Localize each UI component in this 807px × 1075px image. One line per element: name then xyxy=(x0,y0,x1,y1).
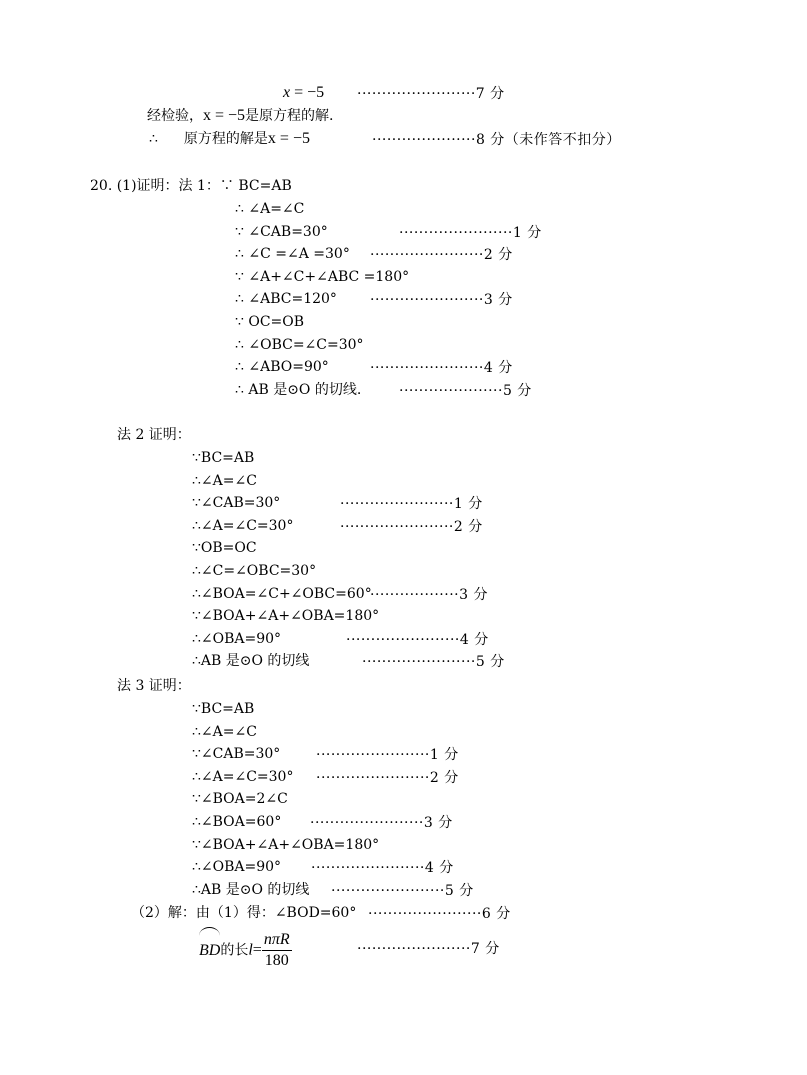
method1-step-1: ∴ ∠A=∠C xyxy=(235,201,305,217)
method2-step-4: ∴∠A=∠C=30° xyxy=(192,517,294,534)
method2-score-4: ·······················2 分 xyxy=(340,518,483,535)
method3-score-6: ·······················3 分 xyxy=(310,815,453,831)
method2-score-3: ·······················1 分 xyxy=(340,496,483,513)
method3-score-8: ·······················4 分 xyxy=(311,860,454,877)
l-variable: l xyxy=(248,941,253,959)
method2-step-3: ∵∠CAB=30° xyxy=(192,495,281,512)
method3-step-3: ∵∠CAB=30° xyxy=(192,746,281,763)
equation-x-minus-5: x = −5 xyxy=(283,84,325,101)
method2-step-9: ∴∠OBA=90° xyxy=(192,630,282,647)
method1-step-5: ∴ ∠ABC=120° xyxy=(235,291,337,308)
method2-step-8: ∵∠BOA+∠A+∠OBA=180° xyxy=(192,608,380,625)
check-line xyxy=(147,107,334,125)
score-7b: ·······················7 分 xyxy=(357,941,500,957)
method1-step-3: ∴ ∠C =∠A =30° xyxy=(235,246,350,263)
method3-score-3: ·······················1 分 xyxy=(316,747,459,764)
method3-step-6: ∴∠BOA=60° xyxy=(192,814,282,830)
method1-step-7: ∴ ∠OBC=∠C=30° xyxy=(235,336,364,353)
method3-step-7: ∵∠BOA+∠A+∠OBA=180° xyxy=(192,836,380,853)
q20-header: 20. (1)证明：法 1：∵ BC=AB xyxy=(90,178,292,194)
method3-step-8: ∴∠OBA=90° xyxy=(192,859,282,876)
arc-bd: BD xyxy=(199,931,220,971)
method2-label: 法 2 证明： xyxy=(117,427,191,443)
check-equation: x = −5 xyxy=(203,107,246,124)
method3-step-9: ∴AB 是⊙O 的切线 xyxy=(192,881,310,898)
method1-step-9: ∴ AB 是⊙O 的切线. xyxy=(235,381,362,398)
method2-step-10: ∴AB 是⊙O 的切线 xyxy=(192,653,310,670)
method2-step-2: ∴∠A=∠C xyxy=(192,472,257,489)
method3-score-9: ·······················5 分 xyxy=(331,882,474,899)
method1-step-8: ∴ ∠ABO=90° xyxy=(235,359,329,376)
method3-step-1: ∵BC=AB xyxy=(192,701,255,717)
method1-score-5: ·······················3 分 xyxy=(370,292,513,309)
score-8: ·····················8 分（未作答不扣分） xyxy=(372,132,621,148)
method2-step-1: ∵BC=AB xyxy=(192,450,255,466)
arc-suffix: 的长 xyxy=(220,942,249,959)
arc-length-formula xyxy=(199,930,292,971)
method1-score-3: ·······················2 分 xyxy=(370,247,513,264)
method2-score-7: ··················3 分 xyxy=(370,586,488,603)
method3-label: 法 3 证明： xyxy=(117,678,191,694)
fraction xyxy=(262,930,292,971)
method2-step-7: ∴∠BOA=∠C+∠OBC=60° xyxy=(192,585,372,602)
solution-line xyxy=(149,130,310,148)
method1-score-8: ·······················4 分 xyxy=(370,360,513,377)
method2-step-6: ∴∠C=∠OBC=30° xyxy=(192,563,317,579)
fraction-numerator: nπR xyxy=(262,930,292,951)
solution-equation: x = −5 xyxy=(267,130,310,147)
method1-step-4: ∵ ∠A+∠C+∠ABC =180° xyxy=(235,268,410,285)
check-suffix: 是原方程的解. xyxy=(245,108,334,124)
solution-text: 原方程的解是 xyxy=(183,131,268,147)
method2-score-10: ·······················5 分 xyxy=(362,654,505,671)
method3-step-4: ∴∠A=∠C=30° xyxy=(192,768,294,785)
method2-step-5: ∵OB=OC xyxy=(192,540,257,557)
fraction-denominator: 180 xyxy=(264,952,289,969)
score-7: ························7 分 xyxy=(357,86,505,102)
check-prefix: 经检验， xyxy=(147,108,203,124)
method3-step-5: ∵∠BOA=2∠C xyxy=(192,791,288,808)
method2-score-9: ·······················4 分 xyxy=(346,631,489,648)
method1-score-2: ·······················1 分 xyxy=(399,224,542,241)
method3-score-4: ·······················2 分 xyxy=(316,769,459,786)
therefore-symbol: ∴ xyxy=(149,131,158,147)
method3-step-2: ∴∠A=∠C xyxy=(192,723,257,740)
method1-step-2: ∵ ∠CAB=30° xyxy=(235,223,328,240)
method1-score-9: ·····················5 分 xyxy=(399,382,532,399)
equals-sign: = xyxy=(252,941,262,959)
method1-step-6: ∵ OC=OB xyxy=(235,314,305,330)
score-6: ·······················6 分 xyxy=(368,906,511,922)
part2-line1: （2）解：由（1）得：∠BOD=60° xyxy=(131,905,357,921)
